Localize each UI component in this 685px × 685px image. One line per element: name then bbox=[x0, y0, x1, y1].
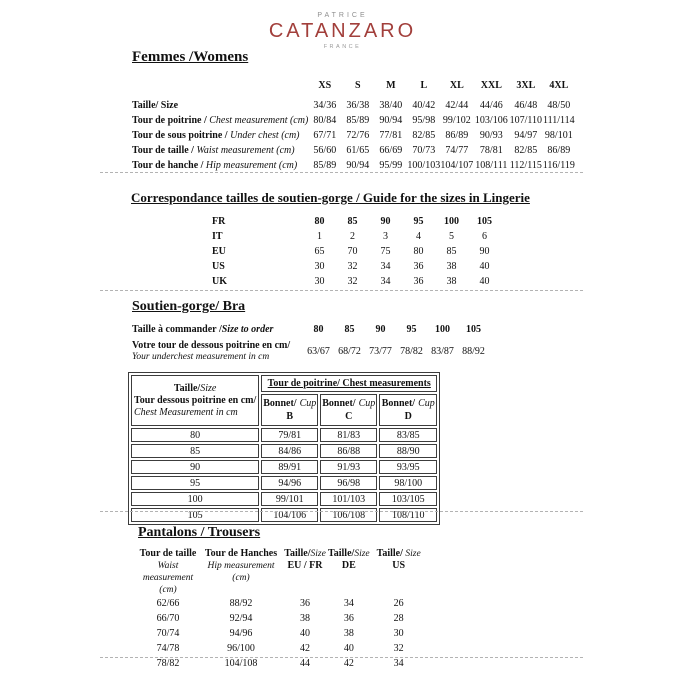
value-cell: 38 bbox=[300, 612, 310, 624]
header-fr: Taille/ bbox=[284, 548, 311, 559]
size-header-row bbox=[132, 78, 575, 98]
womens-size-table bbox=[132, 78, 575, 173]
trousers-row bbox=[136, 626, 428, 641]
trousers-row bbox=[136, 641, 428, 656]
bra-size-table bbox=[132, 321, 489, 364]
header-region: EU / FR bbox=[287, 560, 323, 571]
value-cell: 40 bbox=[300, 627, 310, 639]
value-cell: 79/81 bbox=[261, 428, 318, 442]
value-cell: 2 bbox=[350, 231, 355, 242]
value-cell: 104/106 bbox=[261, 508, 318, 522]
value-cell: 70/74 bbox=[156, 627, 180, 639]
value-cell: 40 bbox=[479, 261, 490, 272]
value-cell: 116/119 bbox=[542, 160, 575, 171]
value-cell: 85 bbox=[344, 324, 355, 335]
value-cell: 98/100 bbox=[379, 476, 437, 490]
trousers-size-table bbox=[136, 548, 428, 671]
value-cell: 63/67 bbox=[307, 345, 330, 357]
country-label: IT bbox=[212, 231, 223, 242]
lingerie-row bbox=[212, 244, 501, 259]
corner-title-fr: Taille/ bbox=[173, 382, 201, 394]
value-cell: 74/78 bbox=[156, 642, 180, 654]
corner-sub-en: Chest Measurement in cm bbox=[134, 406, 238, 418]
value-cell: 65 bbox=[314, 246, 325, 257]
country-label: UK bbox=[212, 276, 227, 287]
value-cell: 95 bbox=[413, 216, 424, 227]
size-col-header: XXL bbox=[480, 80, 502, 91]
country-label: FR bbox=[212, 216, 226, 227]
value-cell: 94/97 bbox=[514, 130, 538, 141]
cup-letter: C bbox=[345, 411, 353, 422]
header-en: Size bbox=[354, 549, 370, 559]
band-size-cell: 100 bbox=[131, 492, 259, 506]
value-cell: 38 bbox=[446, 261, 457, 272]
header-region: US bbox=[392, 560, 406, 571]
value-cell: 78/81 bbox=[479, 145, 503, 156]
womens-section-heading: Femmes /Womens bbox=[132, 49, 249, 65]
value-cell: 83/85 bbox=[379, 428, 437, 442]
value-cell: 40 bbox=[343, 642, 354, 654]
value-cell: 78/82 bbox=[156, 657, 180, 669]
value-cell: 77/81 bbox=[379, 130, 403, 141]
row-label-en: Under chest (cm) bbox=[230, 130, 300, 141]
country-label: US bbox=[212, 261, 225, 272]
value-cell: 36 bbox=[343, 612, 354, 624]
value-cell: 88/92 bbox=[229, 597, 253, 609]
cup-c-header bbox=[320, 394, 377, 426]
value-cell: 81/83 bbox=[320, 428, 377, 442]
header-region: DE bbox=[341, 560, 356, 571]
row-label-en: Size to order bbox=[221, 324, 274, 335]
lingerie-row bbox=[212, 214, 501, 229]
brand-logo-name: CATANZARO bbox=[268, 20, 417, 42]
value-cell: 90/93 bbox=[479, 130, 503, 141]
value-cell: 32 bbox=[393, 642, 404, 654]
value-cell: 94/96 bbox=[261, 476, 318, 490]
band-size-cell: 105 bbox=[131, 508, 259, 522]
row-label-fr: Taille/ Size bbox=[132, 100, 179, 111]
value-cell: 36 bbox=[300, 597, 310, 609]
row-label-fr: Tour de sous poitrine / bbox=[132, 130, 231, 141]
cup-label-fr: Bonnet/ bbox=[322, 398, 356, 409]
value-cell: 36 bbox=[413, 261, 424, 272]
value-cell: 96/98 bbox=[320, 476, 377, 490]
row-label bbox=[132, 128, 308, 143]
section-divider bbox=[100, 172, 583, 173]
band-size-cell: 85 bbox=[131, 444, 259, 458]
value-cell: 34 bbox=[380, 276, 391, 287]
value-cell: 42/44 bbox=[445, 100, 469, 111]
value-cell: 100/103 bbox=[407, 160, 441, 171]
value-cell: 34 bbox=[393, 657, 404, 669]
value-cell: 90/94 bbox=[379, 115, 403, 126]
value-cell: 66/70 bbox=[156, 612, 180, 624]
de-size-header bbox=[328, 548, 370, 596]
header-en: Hip measurement (cm) bbox=[207, 561, 275, 583]
value-cell: 80/84 bbox=[313, 115, 337, 126]
value-cell: 32 bbox=[347, 276, 358, 287]
value-cell: 73/77 bbox=[369, 345, 392, 357]
value-cell: 111/114 bbox=[542, 115, 575, 126]
row-label-fr: Votre tour de dessous poitrine en cm/ bbox=[132, 339, 291, 351]
trousers-section-heading: Pantalons / Trousers bbox=[138, 525, 261, 540]
cup-data-row bbox=[131, 428, 437, 442]
value-cell: 68/72 bbox=[338, 345, 361, 357]
band-size-cell: 95 bbox=[131, 476, 259, 490]
value-cell: 30 bbox=[393, 627, 404, 639]
value-cell: 80 bbox=[314, 216, 325, 227]
value-cell: 86/89 bbox=[547, 145, 571, 156]
value-cell: 34 bbox=[343, 597, 354, 609]
value-cell: 40/42 bbox=[412, 100, 436, 111]
cup-letter: B bbox=[286, 411, 294, 422]
cup-b-header bbox=[261, 394, 318, 426]
measurement-row bbox=[132, 98, 575, 113]
value-cell: 42 bbox=[343, 657, 354, 669]
row-label bbox=[132, 113, 308, 128]
row-label bbox=[132, 98, 308, 113]
lingerie-row bbox=[212, 274, 501, 289]
value-cell: 100 bbox=[435, 324, 450, 335]
value-cell: 95 bbox=[406, 324, 417, 335]
brand-logo bbox=[0, 12, 685, 50]
value-cell: 93/95 bbox=[379, 460, 437, 474]
value-cell: 105 bbox=[466, 324, 481, 335]
lingerie-correspondence-table bbox=[212, 214, 501, 289]
value-cell: 98/101 bbox=[544, 130, 573, 141]
value-cell: 85 bbox=[446, 246, 457, 257]
hip-header bbox=[200, 548, 282, 596]
eu-fr-size-header bbox=[282, 548, 328, 596]
trousers-header-row bbox=[136, 548, 428, 596]
lingerie-section-heading: Correspondance tailles de soutien-gorge / Guide for the sizes in Lingerie bbox=[131, 190, 530, 205]
trousers-row bbox=[136, 596, 428, 611]
value-cell: 70/73 bbox=[412, 145, 436, 156]
measurement-row bbox=[132, 128, 575, 143]
value-cell: 80 bbox=[313, 324, 324, 335]
value-cell: 108/110 bbox=[379, 508, 437, 522]
value-cell: 100 bbox=[444, 216, 459, 227]
value-cell: 84/86 bbox=[261, 444, 318, 458]
value-cell: 75 bbox=[380, 246, 391, 257]
value-cell: 88/92 bbox=[462, 345, 485, 357]
value-cell: 48/50 bbox=[547, 100, 571, 111]
cup-label-en: Cup bbox=[299, 398, 317, 409]
value-cell: 104/108 bbox=[224, 657, 258, 669]
row-label bbox=[132, 338, 303, 364]
value-cell: 106/108 bbox=[320, 508, 377, 522]
value-cell: 85 bbox=[347, 216, 358, 227]
value-cell: 32 bbox=[347, 261, 358, 272]
header-en: Waist measurement (cm) bbox=[142, 561, 194, 595]
cup-letter: D bbox=[404, 411, 412, 422]
value-cell: 38 bbox=[446, 276, 457, 287]
size-col-header: 3XL bbox=[516, 80, 536, 91]
value-cell: 89/91 bbox=[261, 460, 318, 474]
row-label-en: Hip measurement (cm) bbox=[205, 160, 298, 171]
value-cell: 38/40 bbox=[379, 100, 403, 111]
chest-group-header-text: Tour de poitrine/ Chest measurements bbox=[267, 378, 431, 389]
chest-group-header bbox=[261, 375, 437, 392]
value-cell: 1 bbox=[317, 231, 322, 242]
header-en: Size bbox=[310, 549, 326, 559]
value-cell: 90 bbox=[479, 246, 490, 257]
row-label-fr: Tour de poitrine / bbox=[132, 115, 210, 126]
row-label-en: Chest measurement (cm) bbox=[209, 115, 309, 126]
cup-label-fr: Bonnet/ bbox=[263, 398, 297, 409]
bra-order-row bbox=[132, 321, 489, 338]
value-cell: 86/88 bbox=[320, 444, 377, 458]
row-label bbox=[132, 321, 303, 338]
value-cell: 78/82 bbox=[400, 345, 423, 357]
value-cell: 105 bbox=[477, 216, 492, 227]
value-cell: 4 bbox=[416, 231, 421, 242]
value-cell: 44 bbox=[300, 657, 310, 669]
value-cell: 95/99 bbox=[379, 160, 403, 171]
value-cell: 30 bbox=[314, 261, 325, 272]
value-cell: 61/65 bbox=[346, 145, 370, 156]
cup-measurement-table bbox=[128, 372, 440, 525]
header-fr: Tour de taille bbox=[139, 548, 197, 559]
value-cell: 108/111 bbox=[475, 160, 508, 171]
bra-underchest-row bbox=[132, 338, 489, 364]
value-cell: 85/89 bbox=[313, 160, 337, 171]
value-cell: 26 bbox=[393, 597, 404, 609]
header-fr: Tour de Hanches bbox=[204, 548, 278, 559]
row-label bbox=[132, 158, 308, 173]
value-cell: 92/94 bbox=[229, 612, 253, 624]
brand-logo-top-text: PATRICE bbox=[317, 12, 368, 19]
cup-data-row bbox=[131, 492, 437, 506]
value-cell: 36/38 bbox=[346, 100, 370, 111]
value-cell: 38 bbox=[343, 627, 354, 639]
header-fr: Taille/ bbox=[328, 548, 355, 559]
value-cell: 103/105 bbox=[379, 492, 437, 506]
value-cell: 6 bbox=[482, 231, 487, 242]
value-cell: 90/94 bbox=[346, 160, 370, 171]
value-cell: 40 bbox=[479, 276, 490, 287]
cup-data-row bbox=[131, 444, 437, 458]
cup-label-en: Cup bbox=[418, 398, 435, 409]
band-size-cell: 90 bbox=[131, 460, 259, 474]
value-cell: 46/48 bbox=[514, 100, 538, 111]
value-cell: 94/96 bbox=[229, 627, 253, 639]
bra-section-heading: Soutien-gorge/ Bra bbox=[132, 299, 246, 314]
header-fr: Taille/ bbox=[376, 548, 403, 559]
value-cell: 112/115 bbox=[509, 160, 542, 171]
value-cell: 107/110 bbox=[509, 115, 543, 126]
trousers-row bbox=[136, 611, 428, 626]
value-cell: 99/102 bbox=[442, 115, 471, 126]
cup-label-fr: Bonnet/ bbox=[381, 398, 416, 409]
value-cell: 99/101 bbox=[261, 492, 318, 506]
value-cell: 82/85 bbox=[514, 145, 538, 156]
country-label: EU bbox=[212, 246, 226, 257]
header-en: Size bbox=[405, 549, 421, 559]
value-cell: 30 bbox=[314, 276, 325, 287]
size-col-header: S bbox=[355, 80, 361, 91]
band-size-cell: 80 bbox=[131, 428, 259, 442]
lingerie-row bbox=[212, 229, 501, 244]
section-divider bbox=[100, 290, 583, 291]
section-divider bbox=[100, 511, 583, 512]
measurement-row bbox=[132, 113, 575, 128]
value-cell: 88/90 bbox=[379, 444, 437, 458]
value-cell: 5 bbox=[449, 231, 454, 242]
value-cell: 44/46 bbox=[479, 100, 503, 111]
value-cell: 85/89 bbox=[346, 115, 370, 126]
value-cell: 101/103 bbox=[320, 492, 377, 506]
value-cell: 103/106 bbox=[474, 115, 508, 126]
value-cell: 34/36 bbox=[313, 100, 337, 111]
us-size-header bbox=[370, 548, 428, 596]
value-cell: 80 bbox=[413, 246, 424, 257]
cup-d-header bbox=[379, 394, 437, 426]
value-cell: 90 bbox=[380, 216, 391, 227]
cup-data-row bbox=[131, 460, 437, 474]
section-divider bbox=[100, 657, 583, 658]
value-cell: 36 bbox=[413, 276, 424, 287]
trousers-row bbox=[136, 656, 428, 671]
value-cell: 74/77 bbox=[445, 145, 469, 156]
cup-header-row bbox=[131, 375, 437, 392]
value-cell: 56/60 bbox=[313, 145, 337, 156]
size-col-header: 4XL bbox=[549, 80, 569, 91]
value-cell: 28 bbox=[393, 612, 404, 624]
cup-label-en: Cup bbox=[358, 398, 376, 409]
brand-logo-country: FRANCE bbox=[323, 44, 362, 50]
value-cell: 96/100 bbox=[227, 642, 255, 654]
row-label-fr: Tour de hanche / bbox=[132, 160, 206, 171]
cup-data-row bbox=[131, 476, 437, 490]
value-cell: 82/85 bbox=[412, 130, 436, 141]
value-cell: 72/76 bbox=[346, 130, 370, 141]
row-label bbox=[132, 143, 308, 158]
value-cell: 83/87 bbox=[431, 345, 454, 357]
row-label-fr: Tour de taille / bbox=[132, 145, 197, 156]
value-cell: 3 bbox=[383, 231, 388, 242]
value-cell: 42 bbox=[300, 642, 310, 654]
value-cell: 66/69 bbox=[379, 145, 403, 156]
size-col-header: XL bbox=[449, 80, 464, 91]
measurement-row bbox=[132, 143, 575, 158]
lingerie-row bbox=[212, 259, 501, 274]
value-cell: 34 bbox=[380, 261, 391, 272]
corner-header-cell bbox=[131, 375, 259, 426]
empty-corner bbox=[132, 78, 308, 98]
value-cell: 90 bbox=[375, 324, 386, 335]
value-cell: 91/93 bbox=[320, 460, 377, 474]
value-cell: 70 bbox=[347, 246, 358, 257]
corner-title-en: Size bbox=[200, 382, 217, 394]
row-label-en: Your underchest measurement in cm bbox=[132, 351, 270, 362]
row-label-fr: Taille à commander / bbox=[132, 324, 222, 335]
row-label-en: Waist measurement (cm) bbox=[196, 145, 295, 156]
value-cell: 62/66 bbox=[156, 597, 180, 609]
waist-header bbox=[136, 548, 200, 596]
value-cell: 104/107 bbox=[440, 160, 474, 171]
value-cell: 86/89 bbox=[445, 130, 469, 141]
size-col-header: M bbox=[386, 80, 396, 91]
measurement-row bbox=[132, 158, 575, 173]
value-cell: 67/71 bbox=[313, 130, 337, 141]
corner-sub-fr: Tour dessous poitrine en cm/ bbox=[134, 394, 257, 406]
size-col-header: XS bbox=[318, 80, 332, 91]
size-col-header: L bbox=[420, 80, 428, 91]
value-cell: 95/98 bbox=[412, 115, 436, 126]
